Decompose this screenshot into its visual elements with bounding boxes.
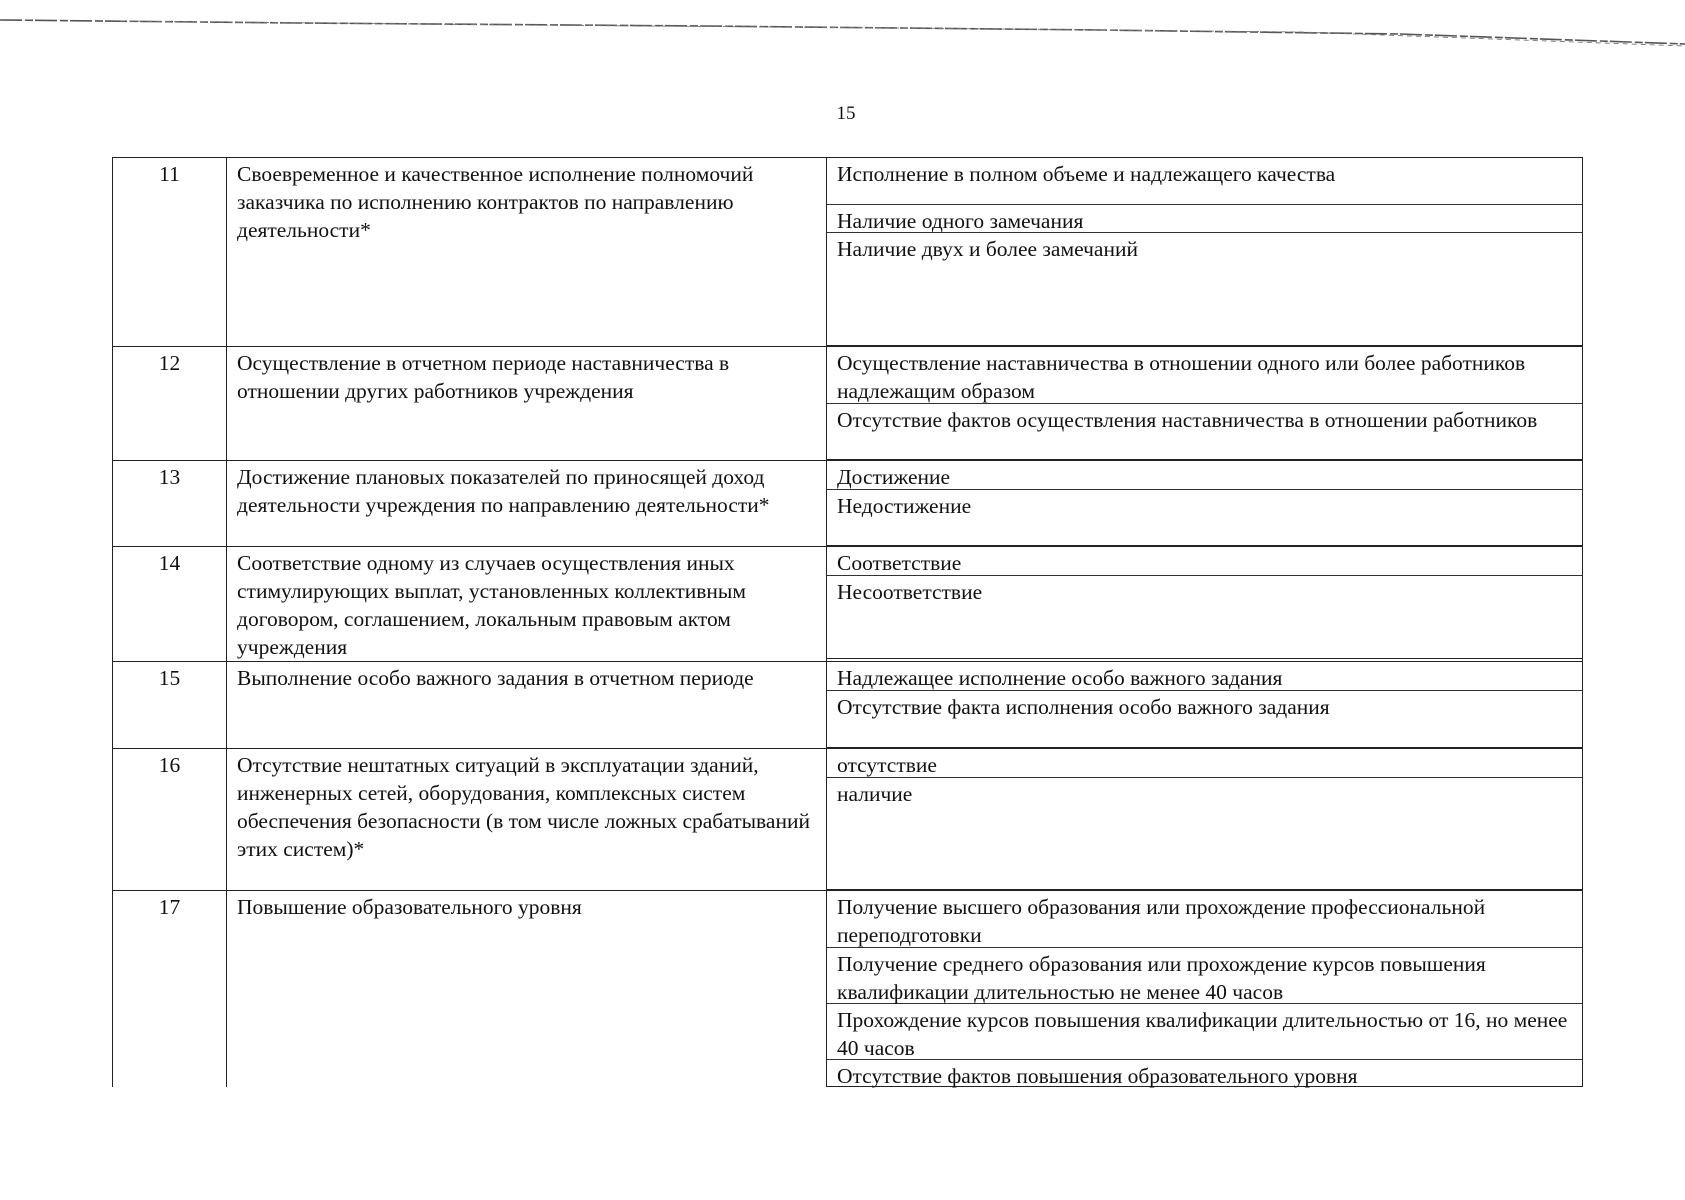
result-item: Прохождение курсов повышения квалификации длительностью от 16, но менее 40 часов [827,1004,1582,1060]
row-number: 11 [113,158,227,347]
results-cell [827,749,1583,891]
result-item: Отсутствие факта исполнения особо важного задания [827,691,1582,748]
results-cell [827,347,1583,461]
results-cell [827,891,1583,1088]
result-item: Несоответствие [827,576,1582,659]
criterion-text: Отсутствие нештатных ситуаций в эксплуатации зданий, инженерных сетей, оборудования, комплексных систем обеспечения безопасности (в том числе ложных срабатываний этих систем)* [227,749,827,891]
row-number: 14 [113,547,227,662]
table-row [113,461,1583,547]
result-item: Получение высшего образования или прохождение профессиональной переподготовки [827,891,1582,948]
result-item: Отсутствие фактов осуществления наставничества в отношении работников [827,404,1582,460]
table-row [113,662,1583,749]
criterion-text: Соответствие одному из случаев осуществления иных стимулирующих выплат, установленных коллективным договором, соглашением, локальным правовым актом учреждения [227,547,827,662]
result-item: Соответствие [827,547,1582,576]
table-row [113,749,1583,891]
page-number: 15 [836,103,856,124]
result-item: Получение среднего образования или прохождение курсов повышения квалификации длительностью не менее 40 часов [827,948,1582,1004]
results-cell [827,662,1583,749]
document-sheet [112,157,1582,1088]
results-cell [827,461,1583,547]
scan-edge-artifact [0,18,1685,58]
result-item: Недостижение [827,490,1582,546]
result-item: Отсутствие фактов повышения образовательного уровня [827,1060,1582,1087]
result-item: отсутствие [827,749,1582,778]
row-number: 15 [113,662,227,749]
row-number: 16 [113,749,227,891]
result-item: Исполнение в полном объеме и надлежащего качества [827,158,1582,205]
result-item: Осуществление наставничества в отношении одного или более работников надлежащим образом [827,347,1582,404]
criterion-text: Своевременное и качественное исполнение полномочий заказчика по исполнению контрактов по направлению деятельности* [227,158,827,347]
criteria-table [112,157,1583,1087]
result-item: Достижение [827,461,1582,490]
row-number: 12 [113,347,227,461]
table-row [113,347,1583,461]
results-cell [827,158,1583,347]
criterion-text: Осуществление в отчетном периоде наставничества в отношении других работников учреждения [227,347,827,461]
row-number: 17 [113,891,227,1088]
results-cell [827,547,1583,662]
table-row [113,158,1583,347]
result-item: Надлежащее исполнение особо важного задания [827,662,1582,691]
criterion-text: Выполнение особо важного задания в отчетном периоде [227,662,827,749]
result-item: Наличие одного замечания [827,205,1582,233]
table-row [113,547,1583,662]
result-item: наличие [827,778,1582,890]
row-number: 13 [113,461,227,547]
criterion-text: Достижение плановых показателей по приносящей доход деятельности учреждения по направлению деятельности* [227,461,827,547]
criterion-text: Повышение образовательного уровня [227,891,827,1088]
table-row [113,891,1583,1088]
result-item: Наличие двух и более замечаний [827,233,1582,346]
